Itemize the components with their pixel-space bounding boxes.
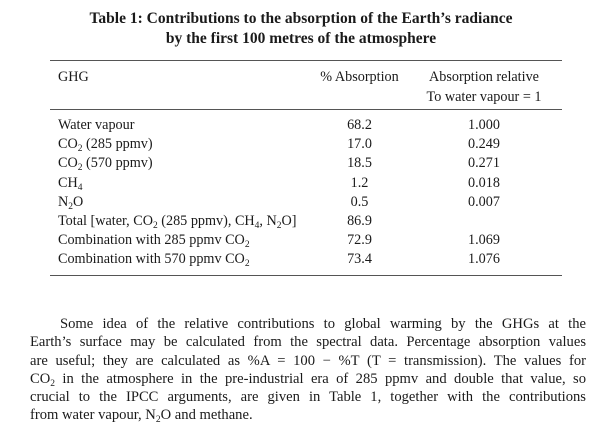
text-run: O	[73, 194, 84, 210]
cell-relative: 0.018	[468, 175, 500, 191]
text-run: O and methane.	[160, 407, 253, 424]
paragraph-line	[30, 388, 586, 406]
cell-absorption: 72.9	[347, 232, 372, 248]
cell-relative: 1.069	[468, 232, 500, 248]
subscript: 2	[244, 240, 250, 250]
header-ghg: GHG	[58, 69, 89, 85]
body-paragraph	[30, 315, 586, 425]
table-caption-line-1: Table 1: Contributions to the absorption of the Earth’s radiance	[89, 10, 513, 27]
cell-ghg	[58, 116, 134, 134]
text-run: Total [water, CO	[58, 213, 153, 229]
subscript: 4	[254, 221, 260, 231]
cell-relative: 0.007	[468, 194, 500, 210]
cell-ghg	[58, 231, 250, 249]
cell-ghg	[58, 154, 153, 172]
subscript: 2	[152, 221, 158, 231]
header-relative-line-2: To water vapour = 1	[426, 89, 542, 105]
cell-relative: 1.076	[468, 251, 500, 267]
subscript: 2	[155, 415, 161, 426]
cell-ghg	[58, 250, 250, 268]
cell-relative: 1.000	[468, 117, 500, 133]
subscript: 2	[244, 259, 250, 269]
table-header-rule	[50, 109, 562, 110]
cell-absorption: 18.5	[347, 155, 372, 171]
cell-ghg	[58, 135, 153, 153]
cell-relative: 0.271	[468, 155, 500, 171]
subscript: 2	[68, 202, 73, 212]
text-run: (285 ppmv)	[82, 136, 153, 152]
cell-relative: 0.249	[468, 136, 500, 152]
cell-ghg	[58, 212, 297, 230]
text-run: crucial to the IPCC arguments, are given in Table 1, together with the contributions	[30, 389, 586, 406]
text-run: CO	[58, 136, 78, 152]
paragraph-line	[30, 352, 586, 370]
text-run: in the atmosphere in the pre-industrial era of 285 ppmv and double that value, so	[55, 370, 586, 387]
cell-absorption: 0.5	[350, 194, 369, 210]
subscript: 4	[77, 183, 83, 193]
subscript: 2	[77, 144, 83, 154]
cell-absorption: 17.0	[347, 136, 372, 152]
text-run: (570 ppmv)	[82, 155, 153, 171]
text-run: from water vapour, N	[30, 407, 156, 424]
paragraph-line	[30, 406, 586, 424]
text-run: are useful; they are calculated as %A = 100 − %T (T = transmission). The values for	[30, 352, 586, 369]
text-run: , N	[259, 213, 277, 229]
subscript: 2	[276, 221, 282, 231]
text-run: Combination with 570 ppmv CO	[58, 251, 245, 267]
text-run: Earth’s surface may be calculated from the spectral data. Percentage absorption values	[30, 334, 586, 351]
text-run: N	[58, 194, 69, 210]
text-run: Water vapour	[58, 117, 135, 133]
text-run: CO	[58, 155, 78, 171]
text-run: Combination with 285 ppmv CO	[58, 232, 245, 248]
text-run: CO	[30, 370, 51, 387]
cell-ghg	[58, 193, 83, 211]
text-run: (285 ppmv), CH	[157, 213, 255, 229]
text-run: O]	[281, 213, 297, 229]
table-top-rule	[50, 60, 562, 61]
paragraph-line	[30, 315, 586, 333]
table-caption-line-2: by the first 100 metres of the atmosphere	[165, 30, 437, 47]
cell-ghg	[58, 174, 82, 192]
paragraph-line	[30, 333, 586, 351]
text-run: CH	[58, 175, 78, 191]
header-relative-line-1: Absorption relative	[429, 69, 539, 85]
header-absorption: % Absorption	[320, 69, 399, 85]
subscript: 2	[77, 163, 83, 173]
subscript: 2	[50, 378, 56, 389]
cell-absorption: 1.2	[350, 175, 369, 191]
text-run: Some idea of the relative contributions to global warming by the GHGs at the	[60, 316, 586, 332]
cell-absorption: 73.4	[347, 251, 372, 267]
cell-absorption: 86.9	[347, 213, 372, 229]
paragraph-line	[30, 370, 586, 388]
cell-absorption: 68.2	[347, 117, 372, 133]
table-bottom-rule	[50, 275, 562, 276]
